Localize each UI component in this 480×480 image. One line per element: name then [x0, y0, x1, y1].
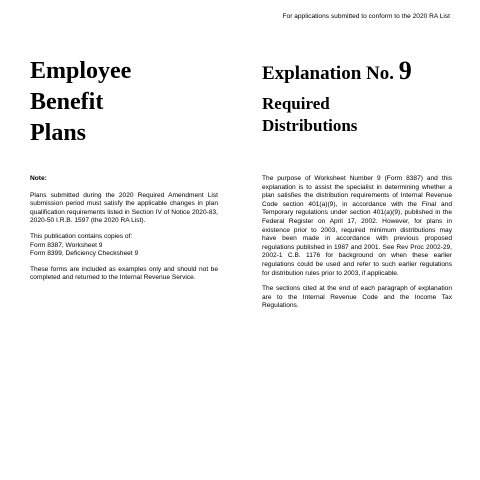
title-line-3: Plans: [30, 120, 87, 146]
explanation-paragraph-2: The sections cited at the end of each paragraph of explanation are to the Internal Revenue Code and the Income Tax Regulations.: [262, 285, 452, 310]
note-paragraph-1: Plans submitted during the 2020 Required Amendment List submission period must satisfy the applicable changes in plan qualification requirements listed in Section IV of Notice 2020-83, 2020-50 I.R.B. 1597 (the 2020 RA List).: [30, 191, 218, 225]
note-label: Note:: [30, 175, 47, 182]
subtitle-line-2: Distributions: [262, 116, 358, 135]
title-line-1: Employee: [30, 58, 132, 84]
explanation-paragraph-1: The purpose of Worksheet Number 9 (Form 8387) and this explanation is to assist the specialist in determining whether a plan satisfies the distribution requirements of Internal Revenue Code section 401(a)(9), in accordance with the Final and Temporary regulations under section 401(a)(9), published in the Federal Register on April 17, 2002. However, for plans in existence prior to 2003, required minimum distributions may have been made in accordance with previous proposed regulations published in 1987 and 2001. See Rev Proc 2002-29, 2002-1 C.B. 1176 for background on when these earlier regulations could be used and refer to such earlier regulations for distribution rules prior to 2003, if applicable.: [262, 175, 452, 277]
explanation-heading: [262, 52, 452, 137]
title-line-2: Benefit: [30, 89, 104, 115]
explanation-subtitle: [262, 93, 452, 137]
copies-intro: This publication contains copies of:: [30, 232, 133, 240]
subtitle-line-1: Required: [262, 94, 330, 113]
publication-title: [30, 56, 220, 149]
note-paragraph-3: These forms are included as examples only and should not be completed and returned to the Internal Revenue Service.: [30, 265, 218, 282]
note-copies-block: [30, 233, 218, 259]
header-note: For applications submitted to conform to the 2020 RA List: [282, 13, 450, 20]
explanation-body: [262, 175, 452, 318]
explanation-label: Explanation No.: [262, 63, 394, 84]
explanation-number: 9: [398, 56, 412, 85]
explanation-number-line: [262, 52, 452, 93]
copies-item-2: Form 8399, Deficiency Checksheet 9: [30, 250, 139, 258]
copies-item-1: Form 8387, Worksheet 9: [30, 241, 103, 249]
note-column: [30, 175, 218, 290]
